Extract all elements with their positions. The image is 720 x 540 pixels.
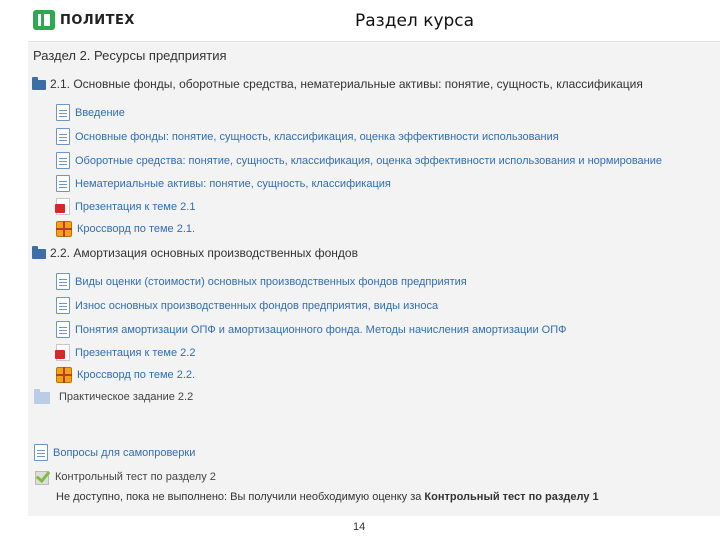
resource-label: Кроссворд по теме 2.2. [77, 369, 196, 381]
puzzle-icon [56, 221, 72, 237]
resource-introduction[interactable] [56, 104, 125, 121]
slide-header [0, 0, 720, 40]
subsection-label: 2.1. Основные фонды, оборотные средства, нематериальные активы: понятие, сущность, классификация [50, 77, 643, 91]
document-icon [56, 128, 70, 145]
folder-open-icon [32, 80, 46, 90]
page-number: 14 [353, 521, 366, 533]
document-icon [56, 273, 70, 290]
polytech-logo [33, 10, 135, 30]
subsection-label: 2.2. Амортизация основных производственных фондов [50, 246, 358, 260]
subsection-2-1[interactable] [32, 77, 643, 91]
practical-task-label: Практическое задание 2.2 [59, 391, 194, 403]
resource-valuation-types[interactable] [56, 273, 467, 290]
notice-test-name: Контрольный тест по разделу 1 [424, 491, 599, 503]
logo-mark-icon [33, 10, 55, 30]
folder-icon [34, 392, 50, 404]
resource-intangible-assets[interactable] [56, 175, 391, 192]
folder-open-icon [32, 249, 46, 259]
self-check-questions[interactable] [34, 444, 195, 461]
resource-label: Виды оценки (стоимости) основных производственных фондов предприятия [75, 275, 467, 288]
restriction-notice [56, 491, 599, 503]
document-icon [56, 175, 70, 192]
resource-label: Основные фонды: понятие, сущность, классификация, оценка эффективности использования [75, 130, 559, 143]
resource-label: Оборотные средства: понятие, сущность, классификация, оценка эффективности использования и нормирование [75, 154, 663, 167]
document-icon [56, 321, 70, 338]
checkmark-icon [34, 469, 50, 485]
resource-working-capital[interactable] [56, 152, 662, 169]
puzzle-icon [56, 367, 72, 383]
resource-label: Презентация к теме 2.1 [75, 200, 196, 213]
subsection-2-2[interactable] [32, 246, 358, 260]
pdf-icon [56, 344, 70, 361]
document-icon [56, 152, 70, 169]
resource-fixed-assets[interactable] [56, 128, 559, 145]
resource-presentation-2-2[interactable] [56, 344, 195, 361]
resource-amortization-methods[interactable] [56, 321, 566, 338]
section-title: Раздел 2. Ресурсы предприятия [33, 48, 227, 63]
document-icon [56, 297, 70, 314]
resource-crossword-2-1[interactable] [56, 221, 195, 237]
resource-label: Презентация к теме 2.2 [75, 346, 196, 359]
slide-title: Раздел курса [355, 11, 475, 31]
document-icon [34, 444, 48, 461]
document-icon [56, 104, 70, 121]
resource-label: Понятия амортизации ОПФ и амортизационного фонда. Методы начисления амортизации ОПФ [75, 323, 567, 336]
control-test[interactable] [34, 469, 216, 485]
resource-depreciation-wear[interactable] [56, 297, 438, 314]
pdf-icon [56, 198, 70, 215]
resource-label: Нематериальные активы: понятие, сущность, классификация [75, 177, 391, 190]
logo-text: ПОЛИТЕХ [60, 12, 135, 28]
resource-label: Износ основных производственных фондов предприятия, виды износа [75, 299, 439, 312]
course-section-panel [28, 41, 720, 516]
resource-label: Кроссворд по теме 2.1. [77, 223, 196, 235]
notice-prefix: Не доступно, пока не выполнено: Вы получили необходимую оценку за [56, 491, 425, 503]
resource-presentation-2-1[interactable] [56, 198, 195, 215]
resource-crossword-2-2[interactable] [56, 367, 195, 383]
self-check-label: Вопросы для самопроверки [53, 446, 196, 459]
practical-task[interactable] [34, 390, 193, 404]
control-test-label: Контрольный тест по разделу 2 [55, 471, 216, 483]
resource-label: Введение [75, 106, 125, 119]
